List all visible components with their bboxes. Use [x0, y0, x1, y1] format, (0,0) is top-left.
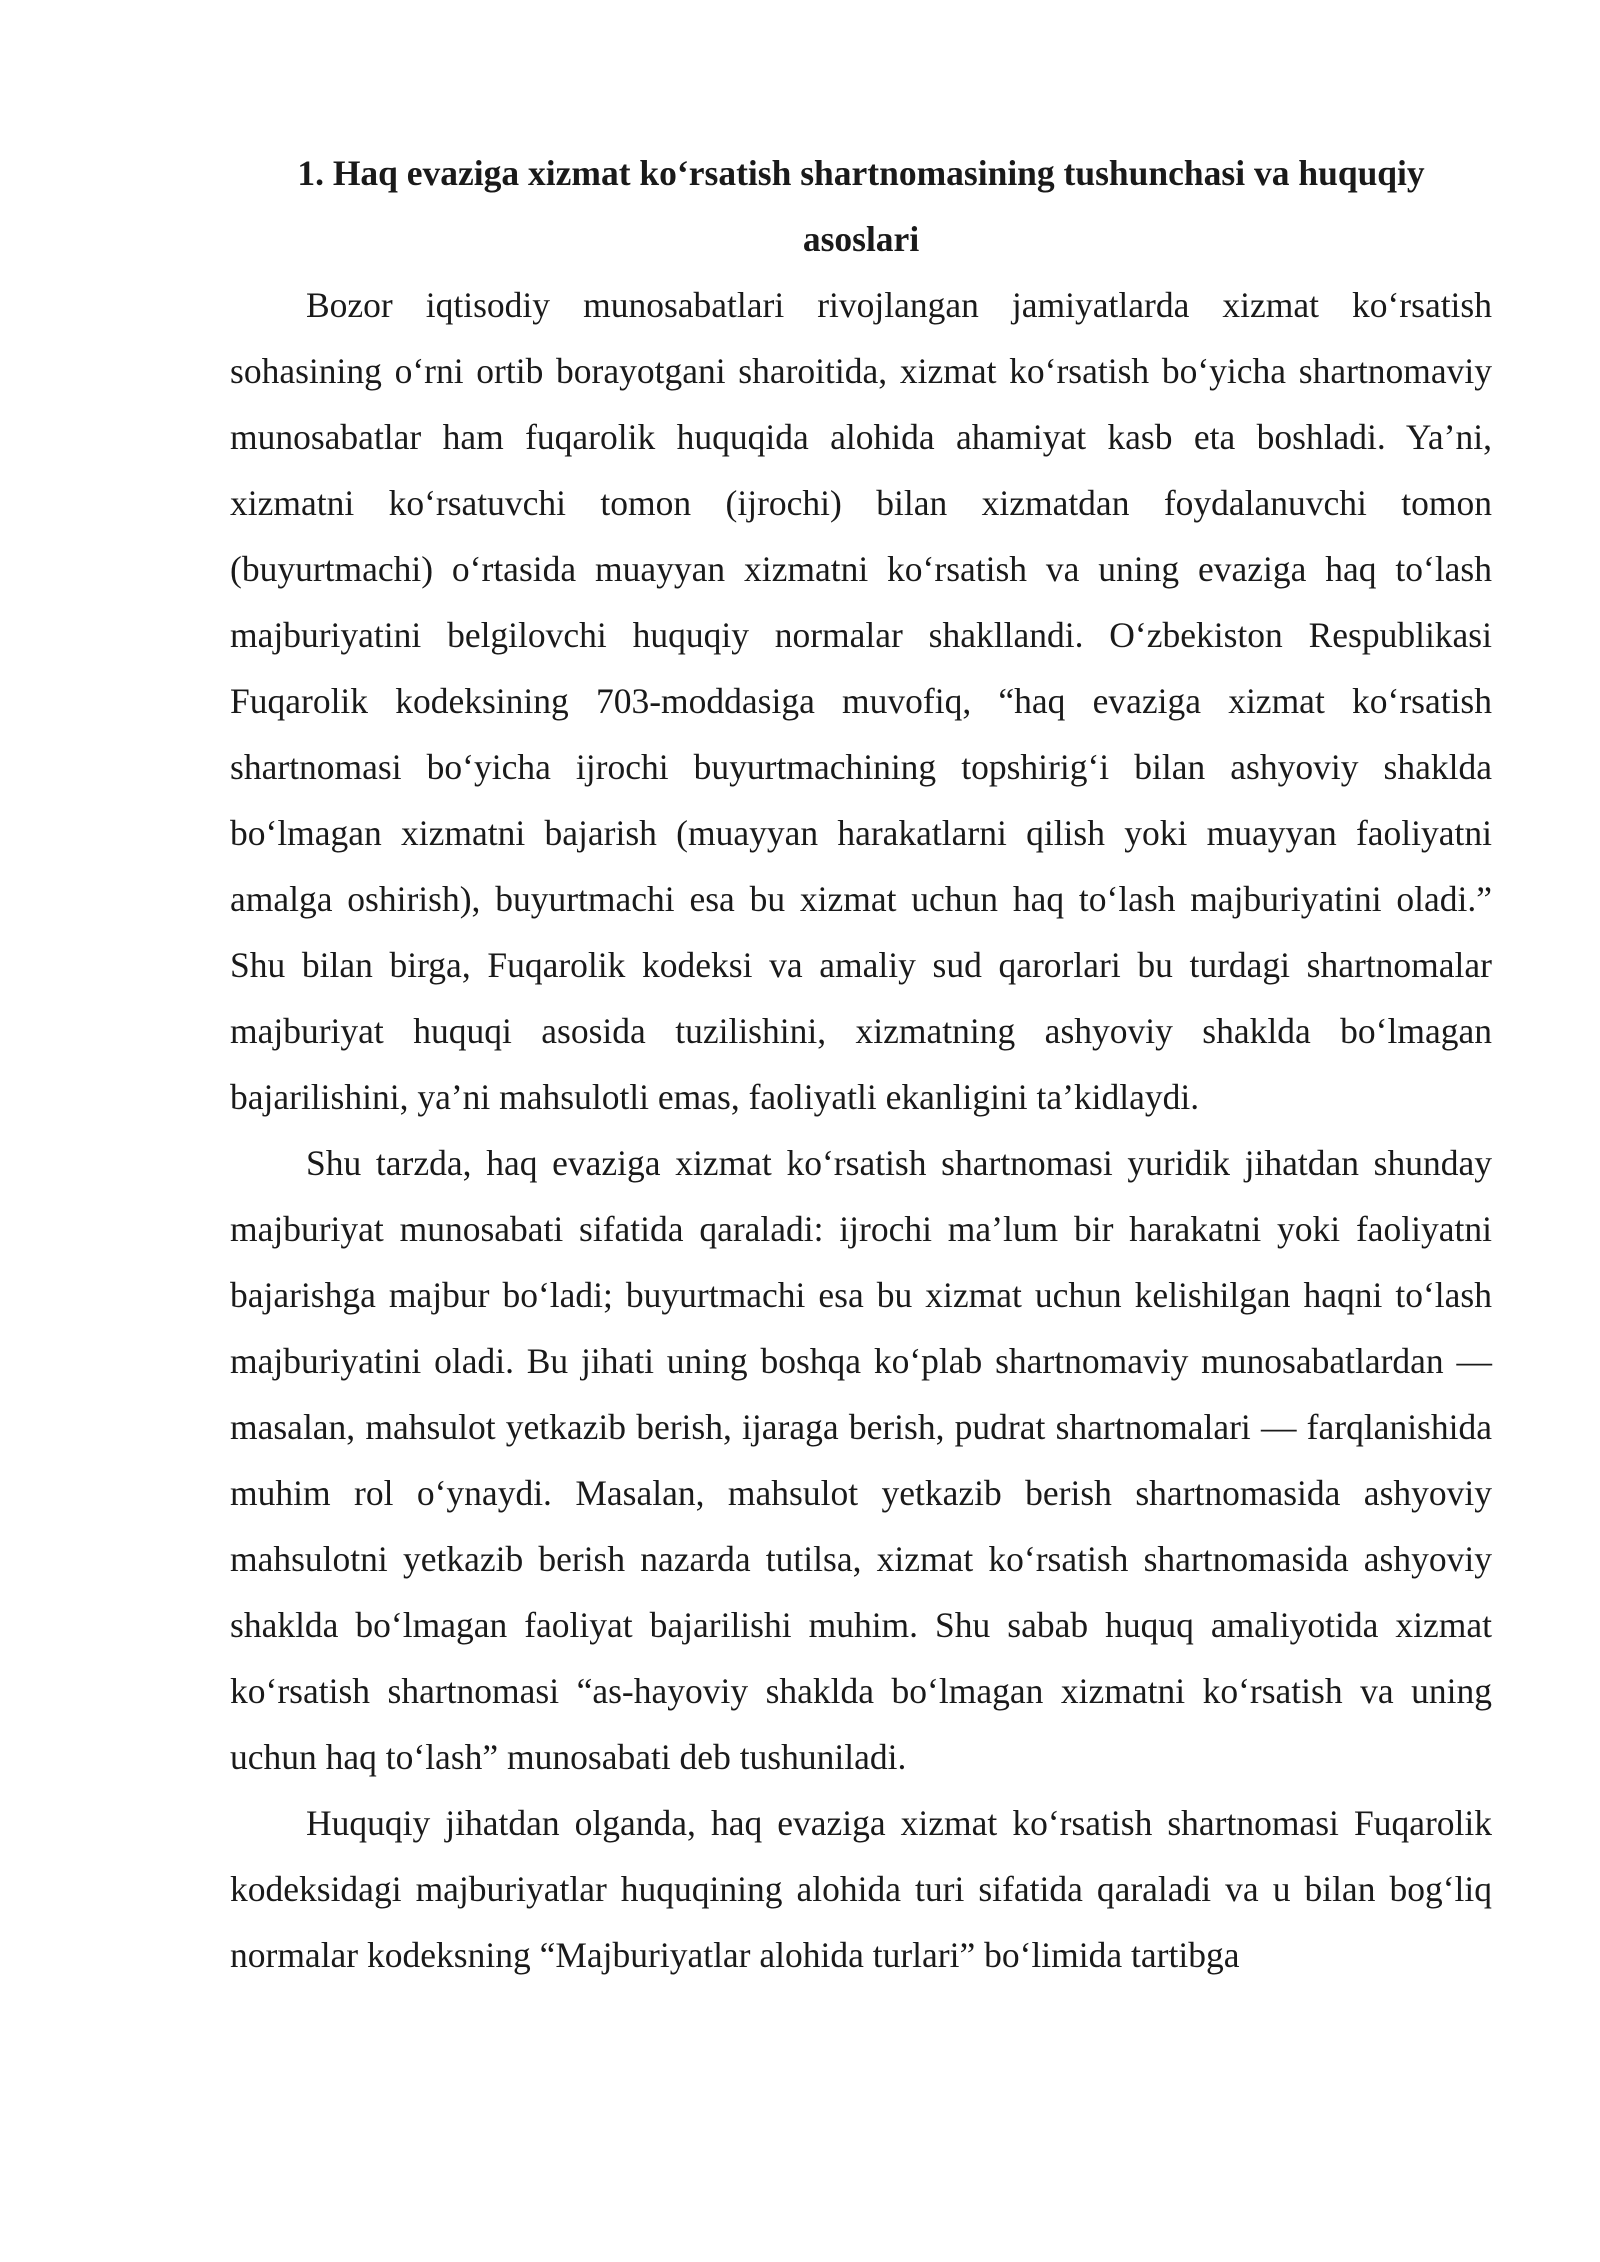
paragraph-2: Shu tarzda, haq evaziga xizmat ko‘rsatish shartnomasi yuridik jihatdan shunday majburiyat munosabati sifatida qaraladi: ijrochi ma’lum bir harakatni yoki faoliyatni bajarishga majbur bo‘ladi; buyurtmachi esa bu xizmat uchun kelishilgan haqni to‘lash majburiyatini oladi. Bu jihati uning boshqa ko‘plab shartnomaviy munosabatlardan — masalan, mahsulot yetkazib berish, ijaraga berish, pudrat shartnomalari — farqlanishida muhim rol o‘ynaydi. Masalan, mahsulot yetkazib berish shartnomasida ashyoviy mahsulotni yetkazib berish nazarda tutilsa, xizmat ko‘rsatish shartnomasida ashyoviy shaklda bo‘lmagan faoliyat bajarilishi muhim. Shu sabab huquq amaliyotida xizmat ko‘rsatish shartnomasi “as-hayoviy shaklda bo‘lmagan xizmatni ko‘rsatish va uning uchun haq to‘lash” munosabati deb tushuniladi. — [230, 1143, 1492, 1777]
section-title: 1. Haq evaziga xizmat ko‘rsatish shartnomasining tushunchasi va huquqiy asoslari — [297, 153, 1425, 259]
paragraph-1: Bozor iqtisodiy munosabatlari rivojlangan jamiyatlarda xizmat ko‘rsatish sohasining o‘rni ortib borayotgani sharoitida, xizmat ko‘rsatish bo‘yicha shartnomaviy munosabatlar ham fuqarolik huquqida alohida ahamiyat kasb eta boshladi. Ya’ni, xizmatni ko‘rsatuvchi tomon (ijrochi) bilan xizmatdan foydalanuvchi tomon (buyurtmachi) o‘rtasida muayyan xizmatni ko‘rsatish va uning evaziga haq to‘lash majburiyatini belgilovchi huquqiy normalar shakllandi. O‘zbekiston Respublikasi Fuqarolik kodeksining 703-moddasiga muvofiq, “haq evaziga xizmat ko‘rsatish shartnomasi bo‘yicha ijrochi buyurtmachining topshirig‘i bilan ashyoviy shaklda bo‘lmagan xizmatni bajarish (muayyan harakatlarni qilish yoki muayyan faoliyatni amalga oshirish), buyurtmachi esa bu xizmat uchun haq to‘lash majburiyatini oladi.” Shu bilan birga, Fuqarolik kodeksi va amaliy sud qarorlari bu turdagi shartnomalar majburiyat huquqi asosida tuzilishini, xizmatning ashyoviy shaklda bo‘lmagan bajarilishini, ya’ni mahsulotli emas, faoliyatli ekanligini ta’kidlaydi. — [230, 285, 1492, 1117]
paragraph-3: Huquqiy jihatdan olganda, haq evaziga xizmat ko‘rsatish shartnomasi Fuqarolik kodeksidagi majburiyatlar huquqining alohida turi sifatida qaraladi va u bilan bog‘liq normalar kodeksning “Majburiyatlar alohida turlari” bo‘limida tartibga — [230, 1803, 1492, 1975]
document-body — [230, 140, 1492, 1988]
